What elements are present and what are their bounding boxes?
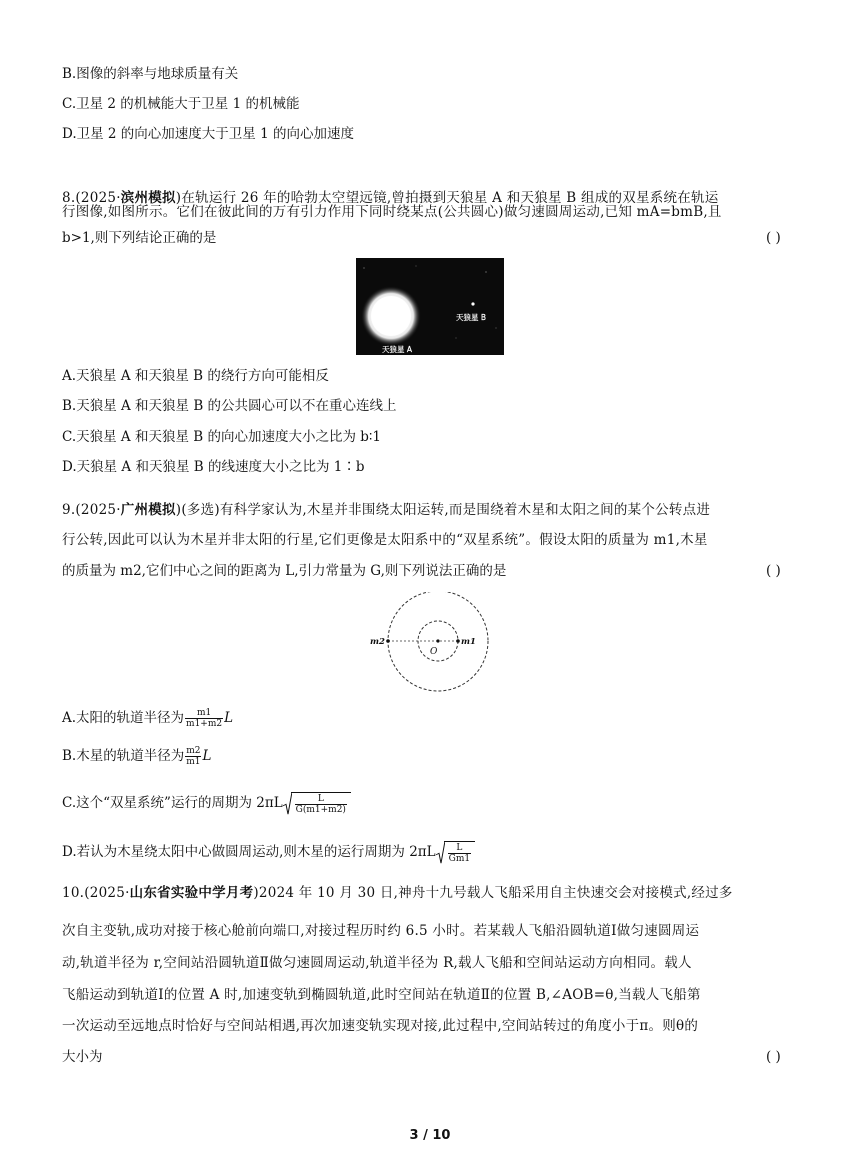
- q8-source: 滨州模拟: [120, 190, 176, 206]
- center-label: O: [430, 647, 438, 657]
- q9-number: 9.(2025·: [62, 502, 121, 518]
- q9-stem-line-2: 行公转,因此可以认为木星并非太阳的行星,它们更像是太阳系中的“双星系统”。假设太阳的质量为 m1,木星: [62, 532, 708, 548]
- q8-number: 8.(2025·: [62, 190, 121, 206]
- q9-option-c: [62, 792, 351, 815]
- q10-stem-line-5: 一次运动至远地点时恰好与空间站相遇,再次加速变轨实现对接,此过程中,空间站转过的角度小于π。则θ的: [62, 1018, 699, 1034]
- q9-stem-line-3: 的质量为 m2,它们中心之间的距离为 L,引力常量为 G,则下列说法正确的是: [62, 563, 507, 579]
- q8-option-d: D.天狼星 A 和天狼星 B 的线速度大小之比为 1∶b: [62, 459, 365, 475]
- q10-stem-line-6: 大小为: [62, 1049, 103, 1065]
- m2-point: [386, 639, 390, 643]
- fraction-a-numerator: m1: [185, 708, 223, 719]
- q10-text-1: )2024 年 10 月 30 日,神舟十九号载人飞船采用自主快速交会对接模式,经过多: [253, 885, 733, 901]
- background-star: [456, 338, 457, 339]
- fraction-d-numerator: L: [448, 843, 471, 854]
- fraction-b-denominator: m1: [186, 757, 201, 767]
- q9-stem-line-1: [62, 500, 710, 520]
- sqrt-c: [283, 792, 351, 815]
- q10-source: 山东省实验中学月考: [129, 885, 254, 901]
- q9-option-d: [62, 841, 475, 864]
- sirius-b-star: [471, 302, 474, 305]
- q9-option-b: [62, 746, 211, 767]
- fraction-c-numerator: L: [295, 794, 347, 805]
- q10-stem-line-1: [62, 883, 733, 903]
- q9-text-1: )(多选)有科学家认为,木星并非围绕太阳运转,而是围绕着木星和太阳之间的某个公转点进: [175, 502, 711, 518]
- radical-sign-icon: [283, 792, 292, 815]
- q10-stem-line-3: 动,轨道半径为 r,空间站沿圆轨道Ⅱ做匀速圆周运动,轨道半径为 R,载人飞船和空间站运动方向相同。载人: [62, 955, 692, 971]
- q9-option-d-text: D.若认为木星绕太阳中心做圆周运动,则木星的运行周期为 2πL: [62, 844, 436, 860]
- background-star: [416, 266, 417, 267]
- fraction-a-denominator: m1+m2: [186, 719, 223, 729]
- sirius-a-core: [371, 296, 411, 336]
- q10-stem-line-2: 次自主变轨,成功对接于核心舱前向端口,对接过程历时约 6.5 小时。若某载人飞船沿圆轨道Ⅰ做匀速圆周运: [62, 923, 700, 939]
- fraction-c-denominator: G(m1+m2): [295, 805, 346, 815]
- q10-stem-line-4: 飞船运动到轨道Ⅰ的位置 A 时,加速变轨到椭圆轨道,此时空间站在轨道Ⅱ的位置 B,∠AOB=θ,当载人飞船第: [62, 987, 701, 1003]
- page-number: 3 / 10: [409, 1128, 451, 1143]
- q9-answer-paren: ( ): [766, 563, 781, 579]
- sirius-b-label: 天狼星 B: [456, 313, 487, 322]
- q9-option-b-text: B.木星的轨道半径为: [62, 748, 185, 764]
- q8-stem-line-3: b>1,则下列结论正确的是: [62, 230, 217, 246]
- fraction-d: [448, 843, 471, 864]
- background-star: [363, 267, 364, 268]
- binary-orbit-svg: [367, 592, 491, 692]
- background-star: [496, 328, 497, 329]
- q7-option-d: D.卫星 2 的向心加速度大于卫星 1 的向心加速度: [62, 126, 354, 142]
- binary-orbit-diagram: [367, 592, 491, 692]
- variable-l: L: [202, 748, 212, 764]
- q7-option-c: C.卫星 2 的机械能大于卫星 1 的机械能: [62, 96, 300, 112]
- q10-number: 10.(2025·: [62, 885, 130, 901]
- fraction-c: [295, 794, 347, 815]
- variable-l: L: [224, 710, 234, 726]
- q9-option-a-text: A.太阳的轨道半径为: [62, 710, 185, 726]
- sirius-photo: [356, 258, 504, 355]
- m1-label: m1: [461, 637, 476, 647]
- m1-point: [456, 639, 460, 643]
- q10-answer-paren: ( ): [766, 1049, 781, 1065]
- background-star: [485, 271, 486, 272]
- q8-option-c: C.天狼星 A 和天狼星 B 的向心加速度大小之比为 b∶1: [62, 429, 382, 445]
- fraction-b: [185, 746, 201, 767]
- sirius-photo-svg: [356, 258, 504, 355]
- q9-option-a: [62, 708, 233, 729]
- fraction-b-numerator: m2: [186, 746, 201, 756]
- center-point: [436, 639, 439, 642]
- sqrt-d: [436, 841, 475, 864]
- q8-answer-paren: ( ): [766, 230, 781, 246]
- m2-label: m2: [370, 637, 385, 647]
- fraction-a: [185, 708, 223, 729]
- q9-source: 广州模拟: [120, 502, 176, 518]
- radical-sign-icon: [436, 841, 445, 864]
- q8-option-a: A.天狼星 A 和天狼星 B 的绕行方向可能相反: [62, 368, 329, 384]
- q7-option-b: B.图像的斜率与地球质量有关: [62, 66, 239, 82]
- sirius-a-label: 天狼星 A: [382, 345, 413, 354]
- fraction-d-denominator: Gm1: [448, 854, 471, 864]
- q9-option-c-text: C.这个“双星系统”运行的周期为 2πL: [62, 795, 283, 811]
- q8-option-b: B.天狼星 A 和天狼星 B 的公共圆心可以不在重心连线上: [62, 398, 397, 414]
- q8-stem-line-2: 行图像,如图所示。它们在彼此间的万有引力作用下同时绕某点(公共圆心)做匀速圆周运动,已知 mA=bmB,且: [62, 204, 722, 220]
- q8-text-1: )在轨运行 26 年的哈勃太空望远镜,曾拍摄到天狼星 A 和天狼星 B 组成的双星系统在轨运: [175, 190, 719, 206]
